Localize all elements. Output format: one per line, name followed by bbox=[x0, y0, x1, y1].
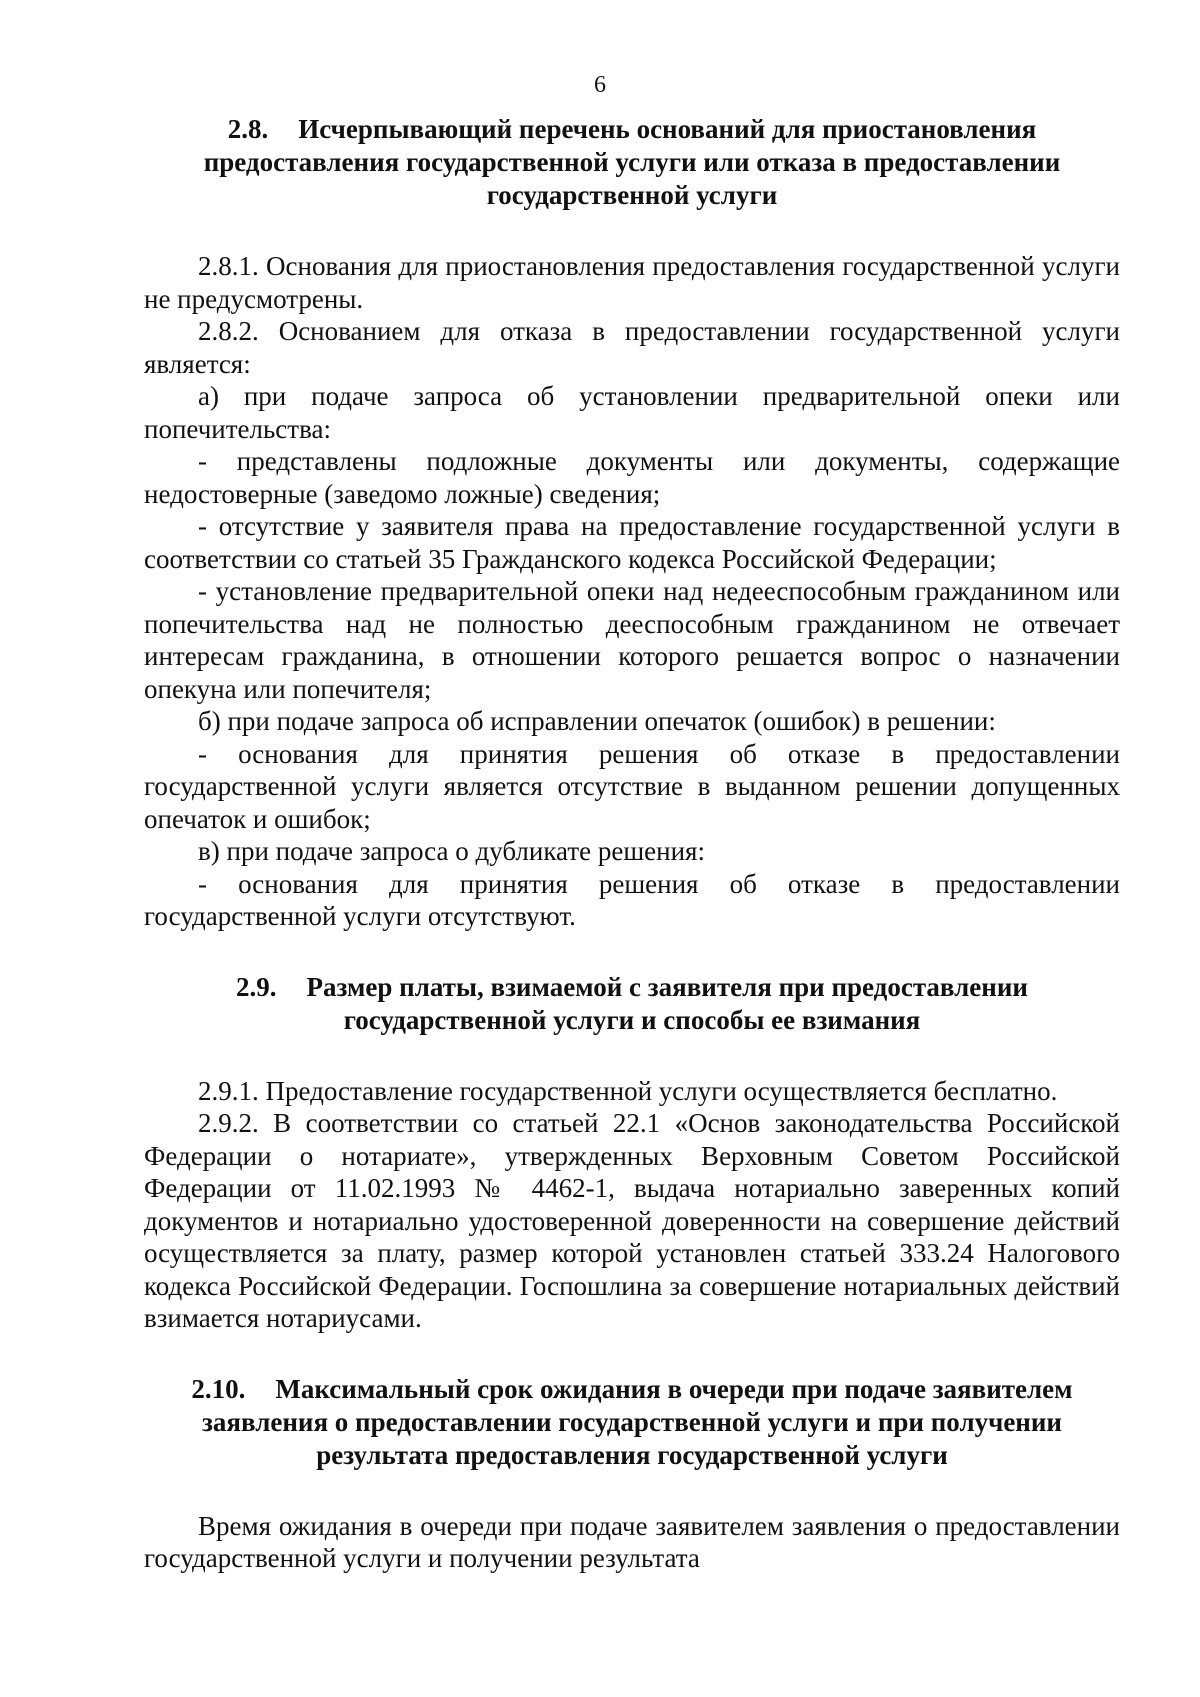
paragraph: 2.9.2. В соответствии со статьей 22.1 «Основ законодательства Российской Федерации о нотариате», утвержденных Верховным Советом Российской Федерации от 11.02.1993 № 4462-1, выдача нотариально заверенных копий документов и нотариально удостоверенной доверенности на совершение действий осуществляется за плату, размер которой установлен статьей 333.24 Налогового кодекса Российской Федерации. Госпошлина за совершение нотариальных действий взимается нотариусами. bbox=[144, 1108, 1120, 1333]
paragraph: - установление предварительной опеки над недееспособным гражданином или попечительства над не полностью дееспособным гражданином не отвечает интересам гражданина, в отношении которого решается вопрос о назначении опекуна или попечителя; bbox=[144, 576, 1120, 704]
document-content bbox=[144, 113, 1120, 1575]
paragraph: Время ожидания в очереди при подаче заявителем заявления о предоставлении государственной услуги и получении результата bbox=[144, 1510, 1120, 1573]
section-number: 2.8. bbox=[227, 114, 269, 144]
section-heading-2-9 bbox=[144, 971, 1120, 1037]
heading-line bbox=[144, 971, 1120, 1004]
paragraph: - основания для принятия решения об отказе в предоставлении государственной услуги отсутствуют. bbox=[144, 868, 1120, 931]
paragraph: в) при подаче запроса о дубликате решения: bbox=[198, 836, 705, 866]
paragraph: а) при подаче запроса об установлении предварительной опеки или попечительства: bbox=[144, 381, 1120, 444]
section-number: 2.9. bbox=[236, 971, 277, 1002]
paragraph: 2.9.1. Предоставление государственной услуги осуществляется бесплатно. bbox=[198, 1075, 1058, 1106]
paragraph: 2.8.1. Основания для приостановления предоставления государственной услуги не предусмотрены. bbox=[144, 251, 1120, 314]
heading-line bbox=[144, 113, 1120, 146]
paragraph: - отсутствие у заявителя права на предоставление государственной услуги в соответствии со статьей 35 Гражданского кодекса Российской Федерации; bbox=[144, 511, 1120, 574]
paragraph: - представлены подложные документы или документы, содержащие недостоверные (заведомо ложные) сведения; bbox=[144, 446, 1120, 509]
heading-line bbox=[144, 1373, 1120, 1406]
heading-line: государственной услуги bbox=[486, 180, 778, 210]
heading-line: предоставления государственной услуги или отказа в предоставлении bbox=[203, 147, 1061, 177]
heading-line: заявления о предоставлении государственной услуги и при получении bbox=[202, 1406, 1062, 1437]
heading-line: государственной услуги и способы ее взимания bbox=[343, 1004, 921, 1035]
heading-text: Максимальный срок ожидания в очереди при подаче заявителем bbox=[275, 1373, 1073, 1404]
paragraph: 2.8.2. Основанием для отказа в предоставлении государственной услуги является: bbox=[144, 316, 1120, 379]
heading-line: результата предоставления государственной услуги bbox=[316, 1439, 948, 1470]
section-body-2-9 bbox=[144, 1075, 1120, 1335]
section-heading-2-8 bbox=[144, 113, 1120, 212]
section-body-2-8 bbox=[144, 250, 1120, 933]
section-heading-2-10 bbox=[144, 1373, 1120, 1472]
heading-text: Размер платы, взимаемой с заявителя при предоставлении bbox=[306, 971, 1028, 1002]
paragraph: - основания для принятия решения об отказе в предоставлении государственной услуги является отсутствие в выданном решении допущенных опечаток и ошибок; bbox=[144, 738, 1120, 834]
section-body-2-10 bbox=[144, 1510, 1120, 1575]
page-number: 6 bbox=[594, 72, 606, 98]
heading-text: Исчерпывающий перечень оснований для приостановления bbox=[298, 114, 1037, 144]
paragraph: б) при подаче запроса об исправлении опечаток (ошибок) в решении: bbox=[198, 706, 996, 736]
section-number: 2.10. bbox=[191, 1373, 246, 1404]
